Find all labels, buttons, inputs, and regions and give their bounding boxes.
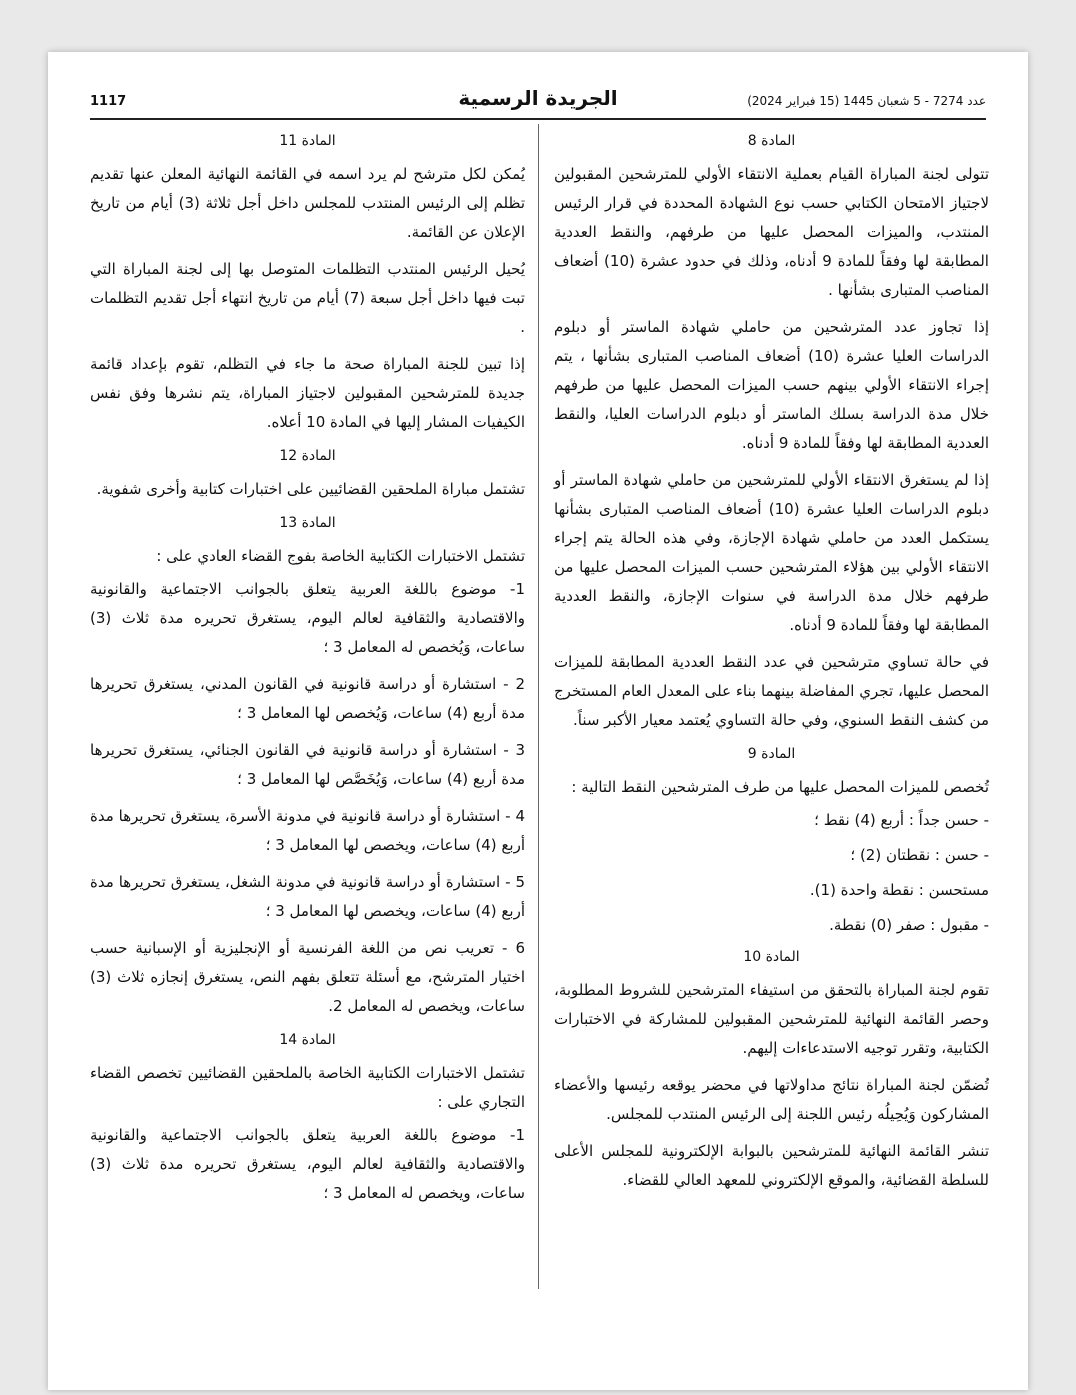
document-page — [48, 52, 1028, 1390]
article-13-item: 4 - استشارة أو دراسة قانونية في مدونة الأسرة، يستغرق تحريرها مدة أربع (4) ساعات، ويخصص لها المعامل 3 ؛ — [90, 807, 525, 854]
article-9-intro: تُخصص للميزات المحصل عليها من طرف المترشحين النقط التالية : — [571, 778, 989, 796]
article-10-paragraph-3: تنشر القائمة النهائية للمترشحين بالبوابة الإلكترونية للمجلس الأعلى للسلطة القضائية، والموقع الإلكتروني للمعهد العالي للقضاء. — [554, 1142, 989, 1189]
article-9-item: - حسن جداً : أربع (4) نقط ؛ — [814, 811, 989, 829]
article-8-paragraph-1: تتولى لجنة المباراة القيام بعملية الانتقاء الأولي للمترشحين المقبولين لاجتياز الامتحان الكتابي حسب نوع الشهادة المحددة في قرار الرئيس المنتدب، والميزات المحصل عليها من طرفهم، والنقط العددية المطابقة لها وفقاً للمادة 9 أدناه، وذلك في حدود عشرة (10) أضعاف المناصب المتبارى بشأنها . — [554, 165, 989, 299]
article-10-paragraph-2: تُضمّن لجنة المباراة نتائج مداولاتها في محضر يوقعه رئيسها والأعضاء المشاركون وَيُحِيلُه رئيس اللجنة إلى الرئيس المنتدب للمجلس. — [554, 1076, 989, 1123]
article-9-item: مستحسن : نقطة واحدة (1). — [809, 881, 989, 899]
article-12-paragraph-1: تشتمل مباراة الملحقين القضائيين على اختبارات كتابية وأخرى شفوية. — [96, 480, 525, 498]
article-13-item: 1- موضوع باللغة العربية يتعلق بالجوانب الاجتماعية والقانونية والاقتصادية والثقافية لعالم اليوم، يستغرق تحريره مدة ثلاث (3) ساعات، وَيُخصص له المعامل 3 ؛ — [90, 580, 525, 656]
article-11-paragraph-1: يُمكن لكل مترشح لم يرد اسمه في القائمة النهائية المعلن عنها تقديم تظلم إلى الرئيس المنتدب للمجلس داخل أجل ثلاثة (3) أيام من تاريخ الإعلان عن القائمة. — [90, 165, 526, 241]
column-divider — [538, 124, 539, 1289]
article-13-intro: تشتمل الاختبارات الكتابية الخاصة بفوج القضاء العادي على : — [156, 547, 525, 565]
article-13-item: 2 - استشارة أو دراسة قانونية في القانون المدني، يستغرق تحريرها مدة أربع (4) ساعات، وَيُخصص لها المعامل 3 ؛ — [90, 675, 525, 722]
article-10-paragraph-1: تقوم لجنة المباراة بالتحقق من استيفاء المترشحين للشروط المطلوبة، وحصر القائمة النهائية للمترشحين المقبولين للمشاركة في الاختبارات الكتابية، وتقرر توجيه الاستدعاءات إليهم. — [554, 981, 989, 1057]
page-number: 1117 — [90, 94, 127, 109]
article-11-paragraph-3: إذا تبين للجنة المباراة صحة ما جاء في التظلم، تقوم بإعداد قائمة جديدة للمترشحين المقبولين لاجتياز المباراة، يتم نشرها وفق نفس الكيفيات المشار إليها في المادة 10 أعلاه. — [90, 355, 525, 431]
article-8-paragraph-2: إذا تجاوز عدد المترشحين من حاملي شهادة الماستر أو دبلوم الدراسات العليا عشرة (10) أضعاف المناصب المتبارى بشأنها ، يتم إجراء الانتقاء الأولي بينهم حسب الميزات المحصل عليها من طرفهم خلال مدة الدراسة بسلك الماستر أو دبلوم الدراسات العليا، والنقط العددية المطابقة لها وفقاً للمادة 9 أدناه. — [554, 318, 989, 452]
article-10-title: المادة 10 — [743, 949, 800, 965]
issue-info: عدد 7274 - 5 شعبان 1445 (15 فبراير 2024) — [747, 94, 986, 108]
article-9-item: - حسن : نقطتان (2) ؛ — [850, 846, 989, 864]
article-14-title: المادة 14 — [279, 1032, 336, 1048]
article-8-paragraph-4: في حالة تساوي مترشحين في عدد النقط العددية المطابقة للميزات المحصل عليها، تجري المفاضلة بينهما بناء على المعدل العام المستخرج من كشف النقط السنوي، وفي حالة التساوي يُعتمد معيار الأكبر سناً. — [554, 653, 989, 729]
article-13-item: 3 - استشارة أو دراسة قانونية في القانون الجنائي، يستغرق تحريرها مدة أربع (4) ساعات، وَيُخَصَّص لها المعامل 3 ؛ — [90, 741, 525, 788]
article-14-intro: تشتمل الاختبارات الكتابية الخاصة بالملحقين القضائيين تخصص القضاء التجاري على : — [90, 1064, 525, 1111]
header-divider — [90, 118, 986, 120]
article-13-title: المادة 13 — [279, 515, 336, 531]
article-13-item: 6 - تعريب نص من اللغة الفرنسية أو الإنجليزية أو الإسبانية حسب اختيار المترشح، مع أسئلة تتعلق بفهم النص، يستغرق إنجازه ثلاث (3) ساعات، ويخصص له المعامل 2. — [90, 939, 525, 1015]
left-column — [90, 130, 525, 1216]
page-header — [90, 86, 986, 120]
article-12-title: المادة 12 — [279, 448, 336, 464]
article-11-paragraph-2: يُحيل الرئيس المنتدب التظلمات المتوصل بها إلى لجنة المباراة التي تبت فيها داخل أجل سبعة (7) أيام من تاريخ انتهاء أجل تقديم التظلمات . — [90, 260, 525, 336]
article-8-paragraph-3: إذا لم يستغرق الانتقاء الأولي للمترشحين من حاملي شهادة الماستر أو دبلوم الدراسات العليا عشرة (10) أضعاف المناصب المتبارى بشأنها يستكمل العدد من حاملي شهادة الإجازة، وفي هذه الحالة يتم إجراء الانتقاء الأولي بين هؤلاء المترشحين حسب الميزات المحصل عليها من طرفهم خلال مدة الدراسة في سنوات الإجازة، والنقط العددية المطابقة لها وفقاً للمادة 9 أدناه. — [554, 471, 989, 634]
article-13-item: 5 - استشارة أو دراسة قانونية في مدونة الشغل، يستغرق تحريرها مدة أربع (4) ساعات، ويخصص لها المعامل 3 ؛ — [90, 873, 525, 920]
article-14-item: 1- موضوع باللغة العربية يتعلق بالجوانب الاجتماعية والقانونية والاقتصادية والثقافية لعالم اليوم، يستغرق تحريره مدة ثلاث (3) ساعات، ويخصص له المعامل 3 ؛ — [90, 1126, 525, 1202]
article-11-title: المادة 11 — [279, 133, 336, 149]
journal-title: الجريدة الرسمية — [458, 86, 618, 110]
article-9-title: المادة 9 — [747, 746, 796, 762]
right-column — [554, 130, 989, 1203]
article-9-item: - مقبول : صفر (0) نقطة. — [829, 916, 989, 934]
article-8-title: المادة 8 — [747, 133, 796, 149]
